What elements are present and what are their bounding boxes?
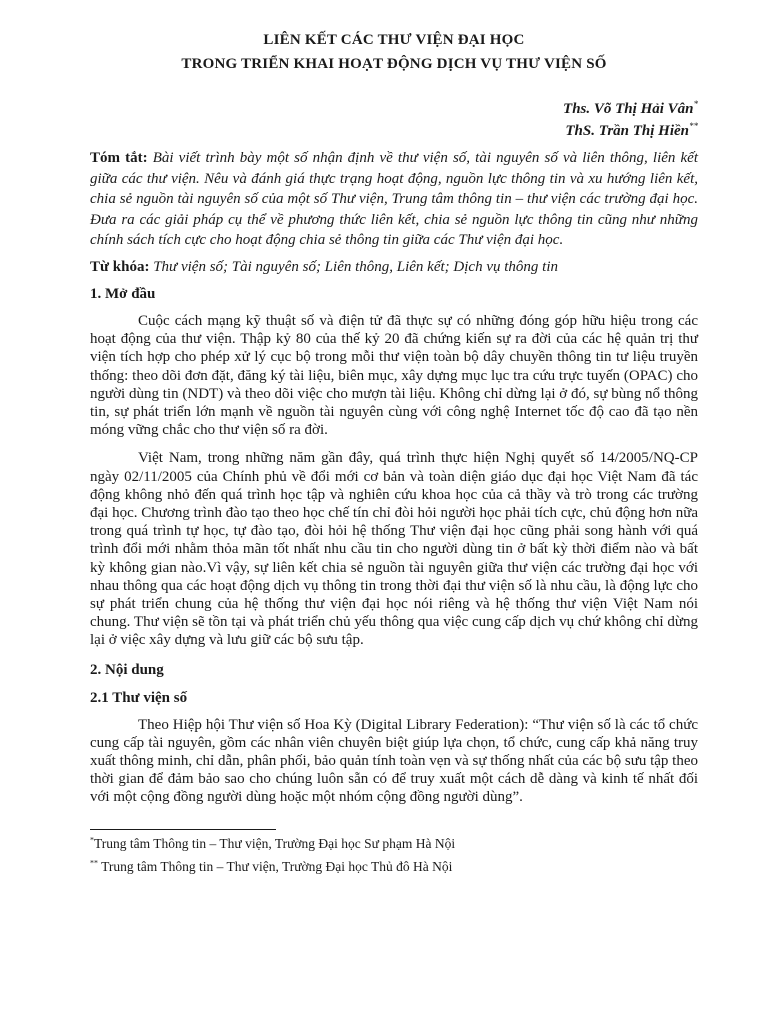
keywords xyxy=(90,257,698,277)
author-1-name: Ths. Võ Thị Hải Vân xyxy=(563,101,694,117)
footnote-divider xyxy=(90,829,276,830)
footnote-2-mark: ** xyxy=(90,858,98,868)
title-line-1: LIÊN KẾT CÁC THƯ VIỆN ĐẠI HỌC xyxy=(263,32,525,48)
paragraph-intro-2: Việt Nam, trong những năm gần đây, quá trình thực hiện Nghị quyết số 14/2005/NQ-CP ngày 02/11/2005 của Chính phủ về đổi mới cơ bản và toàn diện giáo dục đại học Việt Nam đã tác động không nhỏ đến quá trình học tập và nghiên cứu khoa học của cả thầy và trò trong các trường đại học. Chương trình đào tạo theo học chế tín chỉ đòi hỏi người học phải tích cực, chủ động hơn nữa trong quá trình tự học, tự đào tạo, đòi hỏi hệ thống Thư viện đại học cũng phải song hành với quá trình đổi mới nhằm thỏa mãn tốt nhất nhu cầu tin cho người dùng tin ở bất kỳ thời điểm nào và bất kỳ không gian nào.Vì vậy, sự liên kết chia sẻ nguồn tài nguyên giữa thư viện các trường đại học với nhau thông qua các hoạt động dịch vụ thông tin trong thời đại thư viện số là nhu cầu, là động lực cho sự phát triển chung của hệ thống thư viện đại học nói riêng và hệ thống thư viện Việt Nam nói chung. Thư viện sẽ tồn tại và phát triển chủ yếu thông qua việc cung cấp dịch vụ chứ không chỉ dừng lại ở việc xây dựng và lưu giữ các bộ sưu tập. xyxy=(90,450,698,649)
paragraph-digital-library: Theo Hiệp hội Thư viện số Hoa Kỳ (Digital Library Federation): “Thư viện số là các tổ chức cung cấp tài nguyên, gồm các nhân viên chuyên biệt giúp lựa chọn, tổ chức, cung cấp khả năng truy xuất thông minh, chỉ dẫn, phân phối, bảo quản tính toàn vẹn và sự thống nhất của các bộ sưu tập theo thời gian để đảm bảo sao cho chúng luôn sẵn có để truy xuất một cách dễ dàng và kinh tế nhất đối với một cộng đồng người dùng hoặc một nhóm cộng đồng người dùng”. xyxy=(90,716,698,806)
keywords-label: Từ khóa: xyxy=(90,258,150,275)
footnote-1-text: Trung tâm Thông tin – Thư viện, Trường Đại học Sư phạm Hà Nội xyxy=(94,835,456,851)
keywords-text: Thư viện số; Tài nguyên số; Liên thông, Liên kết; Dịch vụ thông tin xyxy=(153,258,558,275)
document-page xyxy=(90,28,698,876)
section-heading-intro: 1. Mở đầu xyxy=(90,285,156,302)
abstract-label: Tóm tắt: xyxy=(90,150,148,166)
section-heading-content: 2. Nội dung xyxy=(90,661,164,678)
footnote-2-text: Trung tâm Thông tin – Thư viện, Trường Đại học Thủ đô Hà Nội xyxy=(98,858,453,874)
title-line-2: TRONG TRIỂN KHAI HOẠT ĐỘNG DỊCH VỤ THƯ VIỆN SỐ xyxy=(181,56,607,72)
subsection-heading-digital-library: 2.1 Thư viện số xyxy=(90,689,188,706)
footnote-1-mark: * xyxy=(90,835,94,845)
authors-block xyxy=(90,98,698,142)
author-1-mark: * xyxy=(693,99,698,109)
footnote-2 xyxy=(90,857,698,876)
abstract-text: Bài viết trình bày một số nhận định về thư viện số, tài nguyên số và liên thông, liên kết giữa các thư viện. Nêu và đánh giá thực trạng hoạt động, nguồn lực thông tin và xu hướng liên kết, chia sẻ nguồn tài nguyên số của một số Thư viện, Trung tâm thông tin – thư viện các trường đại học. Đưa ra các giải pháp cụ thể về phương thức liên kết, chia sẻ nguồn lực thông tin cũng như những chính sách tích cực cho hoạt động chia sẻ thông tin giữa các Thư viện đại học. xyxy=(90,150,698,249)
paragraph-intro-1: Cuộc cách mạng kỹ thuật số và điện tử đã thực sự có những đóng góp hữu hiệu trong các hoạt động của thư viện. Thập kỷ 80 của thế kỷ 20 đã chứng kiến sự ra đời của các hệ quản trị thư viện tích hợp cho phép xử lý cục bộ trong mỗi thư viện toàn bộ dây chuyền thông tin tư liệu truyền thống: theo dõi đơn đặt, đăng ký tài liệu, biên mục, xây dựng mục lục tra cứu trực tuyến (OPAC) cho người dùng tin (NDT) và theo dõi việc cho mượn tài liệu. Không chỉ dừng lại ở đó, sự bùng nổ thông tin, sự phát triển lớn mạnh về nguồn tài nguyên cùng với công nghệ Internet tốc độ cao đã tạo nền móng vững chắc cho thư viện số ra đời. xyxy=(90,312,698,439)
author-2 xyxy=(90,120,698,142)
author-2-name: ThS. Trần Thị Hiền xyxy=(565,123,689,139)
abstract xyxy=(90,148,698,251)
author-2-mark: ** xyxy=(689,121,698,131)
footnote-1 xyxy=(90,834,698,853)
author-1 xyxy=(90,98,698,120)
